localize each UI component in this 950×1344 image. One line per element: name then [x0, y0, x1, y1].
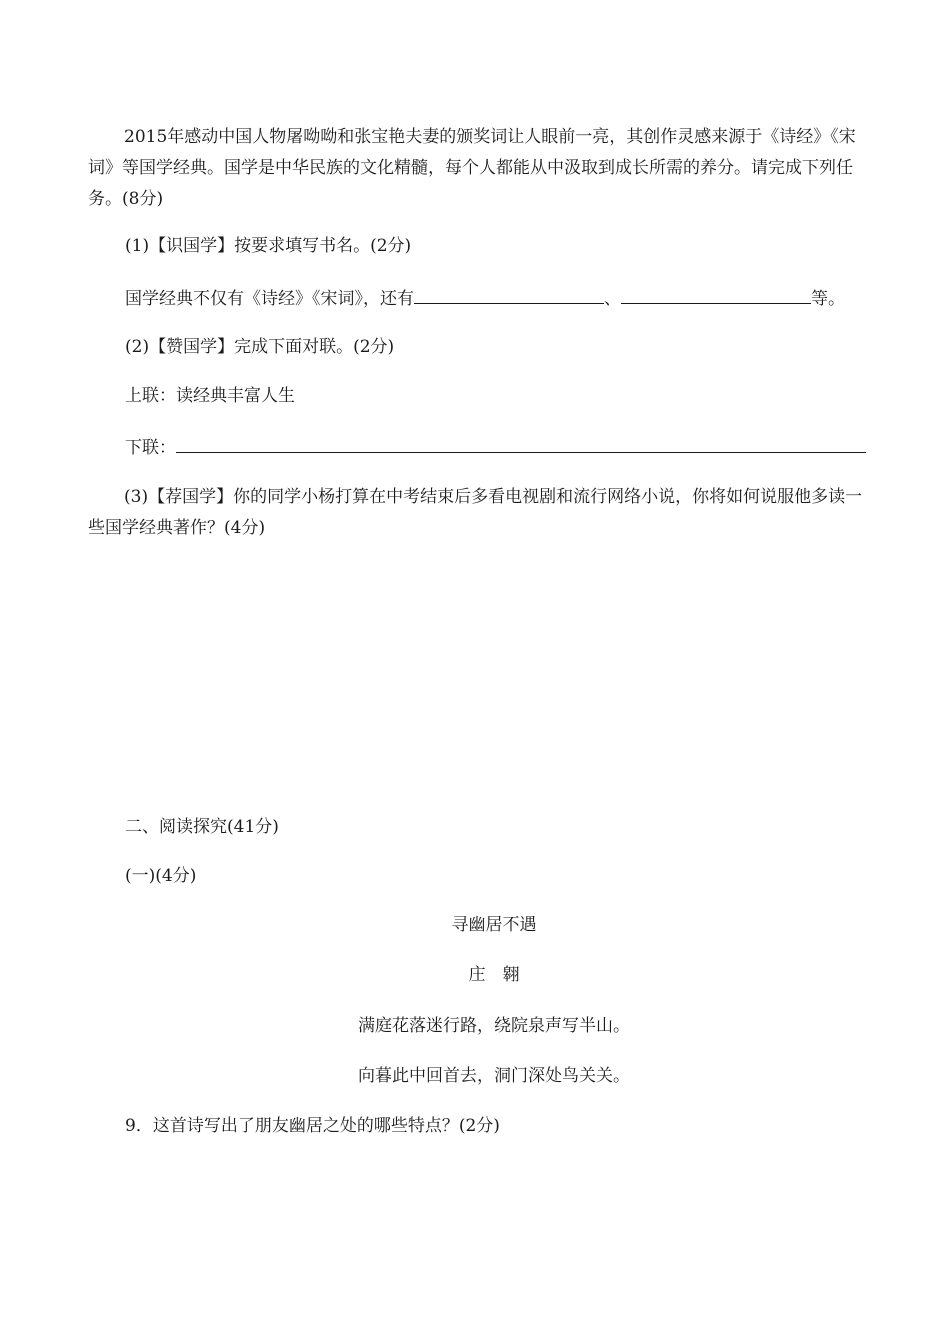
question-3-text: (3)【荐国学】你的同学小杨打算在中考结束后多看电视剧和流行网络小说，你将如何说服他多读一些国学经典著作？(4分) [88, 487, 863, 538]
couplet-lower-blank[interactable] [176, 434, 866, 453]
poem-line-1-text: 满庭花落迷行路，绕院泉声写半山。 [358, 1016, 630, 1036]
poem-title [0, 913, 950, 937]
poem-author [0, 963, 950, 987]
intro-paragraph: 2015年感动中国人物屠呦呦和张宝艳夫妻的颁奖词让人眼前一亮，其创作灵感来源于《诗经》《宋词》等国学经典。国学是中华民族的文化精髓，每个人都能从中汲取到成长所需的养分。请完成下列任务。(8分) [88, 127, 856, 209]
poem-author-text: 庄 翱 [468, 965, 520, 985]
poem-line-2 [0, 1064, 950, 1088]
section-2-title: 二、阅读探究(41分) [125, 817, 279, 837]
couplet-upper: 上联：读经典丰富人生 [125, 386, 295, 406]
poem-line-2-text: 向暮此中回首去，洞门深处鸟关关。 [358, 1066, 630, 1086]
poem-title-text: 寻幽居不遇 [451, 915, 537, 935]
book-name-blank-2[interactable] [621, 285, 811, 304]
couplet-lower-line [125, 434, 866, 460]
question-1-prefix: 国学经典不仅有《诗经》《宋词》，还有 [125, 289, 414, 309]
part-1-label: (一)(4分) [125, 866, 197, 886]
question-1-title: (1)【识国学】按要求填写书名。(2分) [125, 236, 412, 256]
question-1-prompt [125, 285, 845, 311]
question-2-title: (2)【赞国学】完成下面对联。(2分) [125, 337, 395, 357]
couplet-lower-label: 下联： [125, 438, 176, 458]
question-1-suffix: 等。 [811, 289, 845, 309]
poem-line-1 [0, 1014, 950, 1038]
book-name-blank-1[interactable] [414, 285, 604, 304]
question-1-separator: 、 [604, 289, 621, 309]
question-9: 9．这首诗写出了朋友幽居之处的哪些特点？(2分) [125, 1116, 500, 1136]
